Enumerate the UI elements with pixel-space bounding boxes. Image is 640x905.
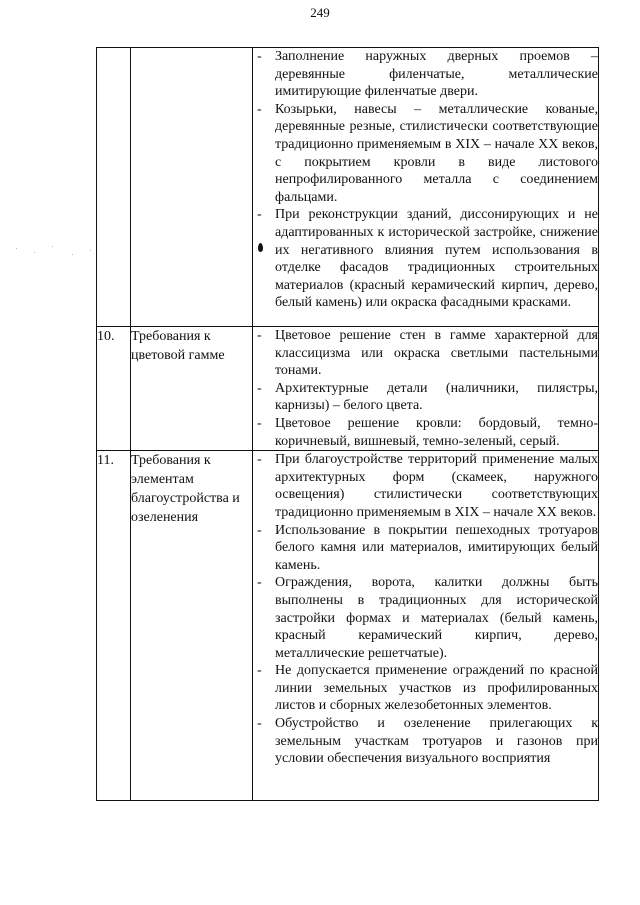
list-item [253,715,598,768]
list-item [253,415,598,450]
requirement-title: Требования к цветовой гамме [131,327,253,451]
bullet-dash: - [257,49,262,64]
list-item [253,574,598,662]
requirements-table [96,47,599,801]
row-number: 11. [97,451,131,801]
page-number: 249 [310,5,330,20]
list-item [253,101,598,207]
list-item-text: Ограждения, ворота, калитки должны быть выполнены в традиционных для исторической застройки формах и материалах (белый камень, красный керамический кирпич, дерево, металлические решетчатые). [275,575,598,661]
bullet-dash: - [257,207,262,223]
list-item-text: При благоустройстве территорий применение малых архитектурных форм (скамеек, наружного освещения) стилистически соответствующих традиционно применяемым в XIX – начале XX веков. [275,452,598,520]
list-item-text: При реконструкции зданий, диссонирующих и не адаптированных к исторической застройке, снижение их негативного влияния путем использования в отделке фасадов традиционных строительных материалов (красный керамический кирпич, дерево, белый камень) или окраска фасадными красками. [275,207,598,311]
table-row [97,48,599,327]
list-item [253,48,598,101]
bullet-dash: - [257,380,262,396]
list-item [253,206,598,312]
table-row [97,451,599,801]
requirement-details [253,48,599,327]
bullet-dash: - [257,522,262,538]
list-item [253,522,598,575]
table-row [97,327,599,451]
list-item [253,451,598,521]
bullet-dash: - [257,663,262,679]
bullet-dash: - [257,101,262,117]
list-item-text: Козырьки, навесы – металлические кованые, деревянные резные, стилистически соответствующие традиционно применяемым в XIX – начале XX веков, с покрытием кровли в виде листового непрофилированного металла с соединением фальцами. [275,101,598,205]
requirement-title: Требования к элементам благоустройства и озеленения [131,451,253,801]
requirement-details [253,327,599,451]
list-item-text: Обустройство и озеленение прилегающих к земельным участкам тротуаров и газонов при условии обеспечения визуального восприятия [275,716,598,767]
scan-specks [12,238,102,268]
list-item-text: Цветовое решение стен в гамме характерной для классицизма или окраска светлыми пастельными тонами. [275,328,598,379]
list-item-text: Использование в покрытии пешеходных тротуаров белого камня или материалов, имитирующих белый камень. [275,522,598,573]
list-item [253,662,598,715]
bullet-dash: - [257,575,262,591]
list-item-text: Архитектурные детали (наличники, пилястры, карнизы) – белого цвета. [275,380,598,414]
requirement-title [131,48,253,327]
list-item [253,380,598,415]
row-number: 10. [97,327,131,451]
requirement-details [253,451,599,801]
list-item-text: Цветовое решение кровли: бордовый, темно-коричневый, вишневый, темно-зеленый, серый. [275,415,598,449]
bullet-dash: - [257,452,262,468]
ink-blot-mark [258,243,263,252]
list-item-text: Заполнение наружных дверных проемов – деревянные филенчатые, металлические имитирующие филенчатые двери. [275,49,598,100]
list-item-text: Не допускается применение ограждений по красной линии земельных участков из профилированных листов и сборных железобетонных элементов. [275,663,598,714]
bullet-dash: - [257,415,262,431]
row-number [97,48,131,327]
bullet-dash: - [257,328,262,343]
bullet-dash: - [257,716,262,732]
list-item [253,327,598,380]
